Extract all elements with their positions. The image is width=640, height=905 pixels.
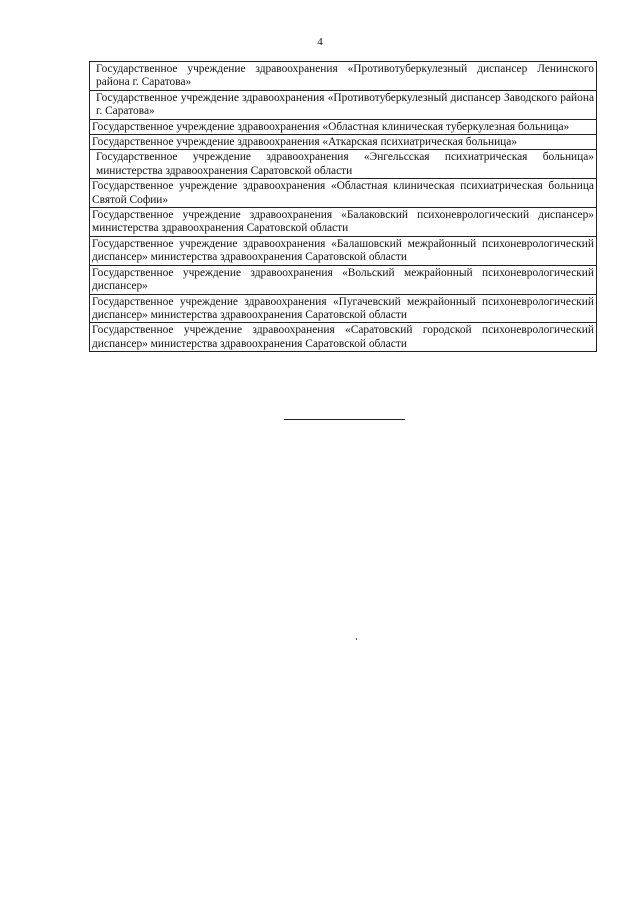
table-row: [90, 119, 597, 134]
table-cell: Государственное учреждение здравоохранения «Энгельсская психиатрическая больница» министерства здравоохранения Саратовской области: [90, 150, 597, 179]
table-row: [90, 90, 597, 119]
table-cell: Государственное учреждение здравоохранения «Саратовский городской психоневрологический диспансер» министерства здравоохранения Саратовской области: [90, 323, 597, 352]
institutions-table: [89, 61, 597, 352]
table-row: [90, 294, 597, 323]
table-row: [90, 323, 597, 352]
table-cell: Государственное учреждение здравоохранения «Балаковский психоневрологический диспансер» министерства здравоохранения Саратовской области: [90, 208, 597, 237]
table-cell: Государственное учреждение здравоохранения «Пугачевский межрайонный психоневрологический диспансер» министерства здравоохранения Саратовской области: [90, 294, 597, 323]
table-cell: Государственное учреждение здравоохранения «Областная клиническая туберкулезная больница»: [90, 119, 597, 134]
table-cell: Государственное учреждение здравоохранения «Противотуберкулезный диспансер Заводского района г. Саратова»: [90, 90, 597, 119]
table-row: [90, 62, 597, 91]
end-rule: [284, 419, 405, 420]
table-row: [90, 150, 597, 179]
page-number: 4: [317, 36, 323, 48]
table-cell: Государственное учреждение здравоохранения «Балашовский межрайонный психоневрологический диспансер» министерства здравоохранения Саратовской области: [90, 236, 597, 265]
table-row: [90, 208, 597, 237]
table-cell: Государственное учреждение здравоохранения «Областная клиническая психиатрическая больница Святой Софии»: [90, 179, 597, 208]
scan-speck: [356, 638, 357, 640]
table-row: [90, 236, 597, 265]
table-row: [90, 135, 597, 150]
table-cell: Государственное учреждение здравоохранения «Вольский межрайонный психоневрологический диспансер»: [90, 265, 597, 294]
table-cell: Государственное учреждение здравоохранения «Аткарская психиатрическая больница»: [90, 135, 597, 150]
table-cell: Государственное учреждение здравоохранения «Противотуберкулезный диспансер Ленинского района г. Саратова»: [90, 62, 597, 91]
table-row: [90, 265, 597, 294]
table-row: [90, 179, 597, 208]
